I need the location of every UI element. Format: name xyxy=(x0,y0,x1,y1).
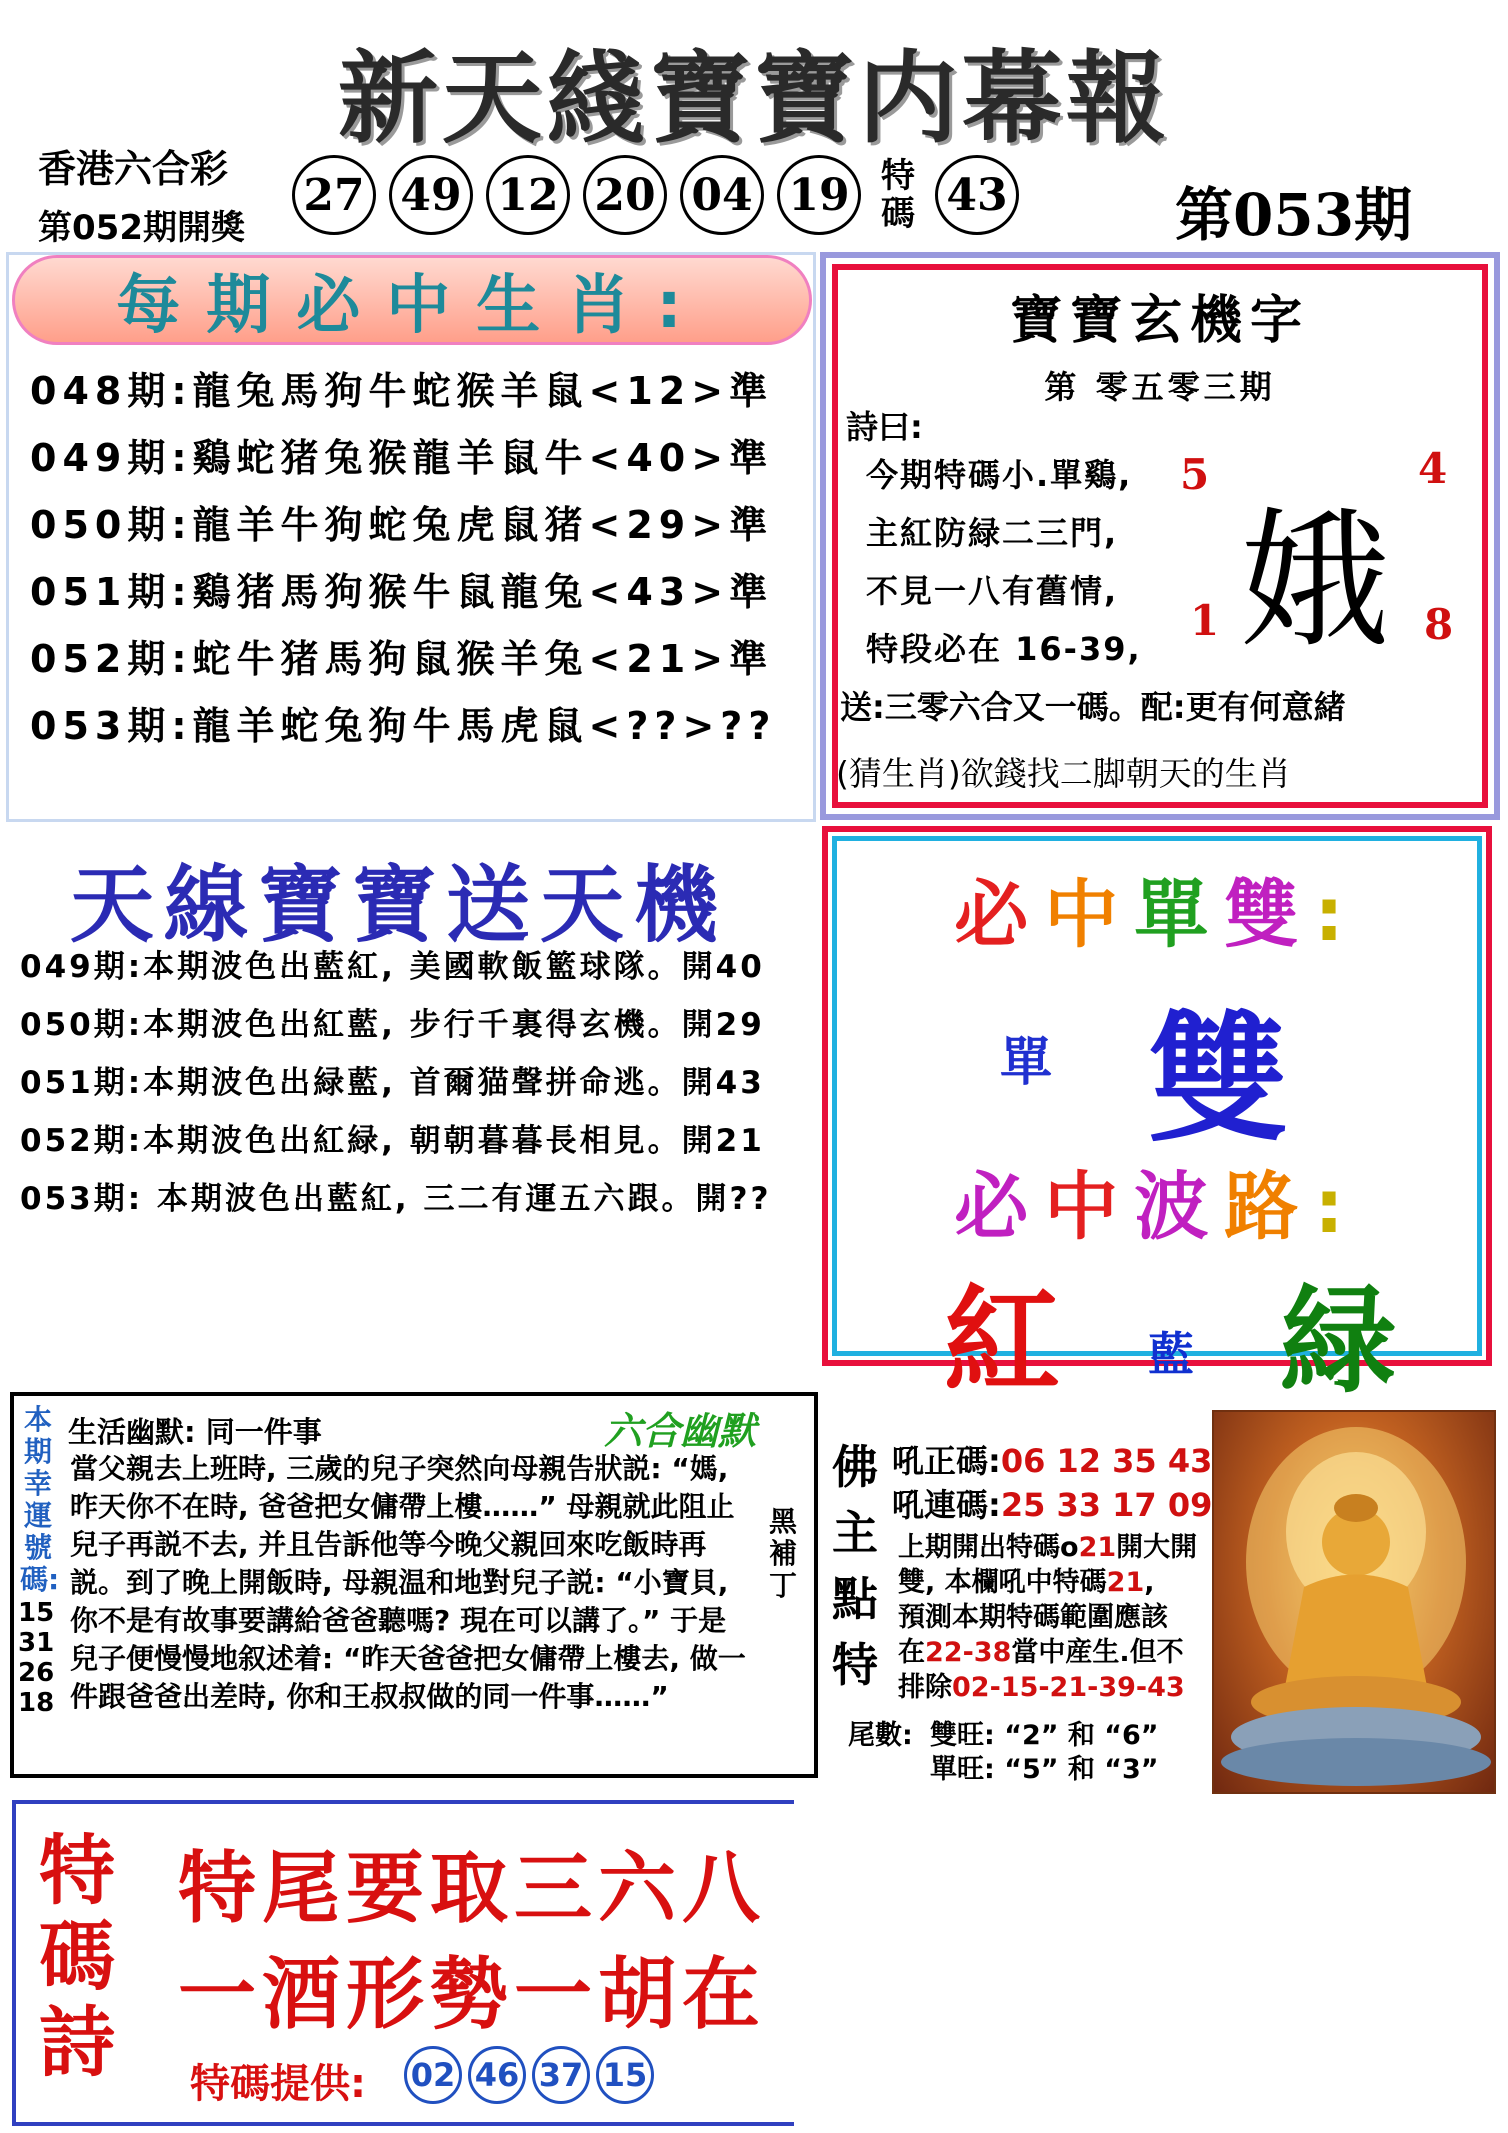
lucky-label: 本期幸運號碼: xyxy=(20,1403,60,1596)
provide-ball: 46 xyxy=(468,2046,526,2104)
poem-line: 不見一八有舊情, xyxy=(866,572,1119,610)
result-ball: 19 xyxy=(777,155,861,235)
xuanji-poem xyxy=(866,446,1142,678)
result-ball: 04 xyxy=(680,155,764,235)
riddle-big-char: 娥 xyxy=(1240,495,1391,669)
note-number: 21 xyxy=(1106,1567,1145,1598)
tail-line: 雙旺: “2” 和 “6” xyxy=(930,1720,1159,1751)
zodiac-row: 053期:龍羊蛇兔狗牛馬虎鼠<??>?? xyxy=(30,704,777,748)
note-text: 上期開出特碼o xyxy=(898,1532,1079,1563)
poem-label: 詩曰: xyxy=(846,408,923,446)
corner-number: 5 xyxy=(1180,450,1210,499)
tianji-row: 052期:本期波色出紅緑, 朝朝暮暮長相見。開21 xyxy=(20,1123,765,1159)
note-line xyxy=(898,1670,1197,1705)
lian-numbers: 25 33 17 09 xyxy=(1000,1486,1213,1524)
issue-number: 第053期 xyxy=(1175,181,1413,249)
zheng-numbers: 06 12 35 43 xyxy=(1000,1442,1213,1480)
provide-ball: 02 xyxy=(404,2046,462,2104)
wave-green: 緑 xyxy=(1280,1274,1396,1409)
note-number: 22-38 xyxy=(925,1637,1012,1668)
poem-line-1: 特尾要取三六八 xyxy=(178,1844,767,1934)
buddha-notes xyxy=(898,1530,1197,1705)
zodiac-row: 050期:龍羊牛狗蛇兔虎鼠猪<29>準 xyxy=(30,503,774,547)
provide-ball: 15 xyxy=(596,2046,654,2104)
title-char: 中 xyxy=(1044,872,1135,958)
title-char: : xyxy=(1314,1164,1360,1250)
lottery-name: 香港六合彩 xyxy=(38,147,229,191)
humor-body: 當父親去上班時, 三歲的兒子突然向母親告狀説: “媽, 昨天你不在時, 爸爸把女傭帶上樓……” 母親就此阻止兒子再説不去, 并且告訴他等今晚父親回來吃飯時再説。到了晚上開飯時, 母親温和地對兒子説: “小寶貝, 你不是有故事要講給爸爸聽嗎? 現在可以講了。” 于是兒子便慢慢地叙述着: “昨天爸爸把女傭帶上樓去, 做一件跟爸爸出差時, 你和王叔叔做的同一件事……” xyxy=(70,1452,746,1713)
title-char: 單 xyxy=(1134,872,1225,958)
zheng-line xyxy=(892,1436,1212,1482)
corner-number: 8 xyxy=(1424,600,1454,649)
double-label: 雙 xyxy=(1148,999,1289,1162)
tail-line: 單旺: “5” 和 “3” xyxy=(930,1754,1159,1785)
xuanji-subtitle: 第 零五零三期 xyxy=(1044,368,1276,406)
note-line: 預測本期特碼範圍應該 xyxy=(898,1602,1168,1633)
page-title: 新天綫寶寶内幕報 xyxy=(338,39,1170,157)
zodiac-heading: 每期必中生肖: xyxy=(12,255,812,345)
zodiac-row: 049期:鷄蛇猪兔猴龍羊鼠牛<40>準 xyxy=(30,436,774,480)
lian-label: 吼連碼: xyxy=(892,1486,1001,1524)
zodiac-row: 052期:蛇牛猪馬狗鼠猴羊兔<21>準 xyxy=(30,637,774,681)
special-ball: 43 xyxy=(935,155,1019,235)
corner-number: 4 xyxy=(1418,444,1448,493)
single-label: 單 xyxy=(1000,1033,1053,1093)
title-char: 中 xyxy=(1044,1164,1135,1250)
result-balls xyxy=(292,155,1019,235)
zheng-label: 吼正碼: xyxy=(892,1442,1001,1480)
zodiac-row: 048期:龍兔馬狗牛蛇猴羊鼠<12>準 xyxy=(30,369,774,413)
note-line xyxy=(898,1530,1197,1565)
note-text: 雙, 本欄吼中特碼 xyxy=(898,1567,1107,1598)
lucky-numbers: 15 31 26 18 xyxy=(18,1598,55,1718)
buddha-column-title: 佛主點特 xyxy=(832,1440,878,1692)
wave-red: 紅 xyxy=(944,1274,1060,1409)
humor-logo: 六合幽默 xyxy=(604,1409,757,1453)
note-text: 排除 xyxy=(898,1672,952,1703)
provide-label: 特碼提供: xyxy=(190,2061,366,2107)
result-ball: 49 xyxy=(389,155,473,235)
humor-title: 生活幽默: 同一件事 xyxy=(68,1415,322,1449)
title-char: 路 xyxy=(1224,1164,1315,1250)
provide-ball: 37 xyxy=(532,2046,590,2104)
lian-line xyxy=(892,1480,1212,1526)
xuanji-song: 送:三零六合又一碼。配:更有何意緒 xyxy=(840,688,1346,726)
zodiac-row: 051期:鷄猪馬狗猴牛鼠龍兔<43>準 xyxy=(30,570,774,614)
note-line xyxy=(898,1565,1197,1600)
wave-title xyxy=(832,1148,1482,1254)
xuanji-riddle: (猜生肖)欲錢找二脚朝天的生肖 xyxy=(836,754,1291,793)
buddha-image xyxy=(1212,1410,1496,1794)
note-number: 21 xyxy=(1078,1532,1117,1563)
title-char: : xyxy=(1314,872,1360,958)
tianji-row: 053期: 本期波色出藍紅, 三二有運五六跟。開?? xyxy=(20,1181,772,1217)
tianji-list xyxy=(20,938,771,1228)
title-char: 波 xyxy=(1134,1164,1225,1250)
provide-balls xyxy=(404,2046,654,2104)
note-text: 在 xyxy=(898,1637,925,1668)
draw-label: 第052期開獎 xyxy=(38,208,245,248)
tianji-row: 051期:本期波色出緑藍, 首爾猫聲拼命逃。開43 xyxy=(20,1065,765,1101)
title-char: 必 xyxy=(954,872,1045,958)
tianji-row: 049期:本期波色出藍紅, 美國軟飯籃球隊。開40 xyxy=(20,949,765,985)
humor-author: 黑補丁 xyxy=(768,1505,797,1602)
tail-label: 尾數: xyxy=(848,1720,913,1751)
poem-line-2: 一酒形勢一胡在 xyxy=(178,1950,767,2040)
poem-line: 特段必在 16-39, xyxy=(866,630,1142,668)
poem-line: 主紅防緑二三門, xyxy=(866,514,1119,552)
poem-line: 今期特碼小.單鷄, xyxy=(866,456,1133,494)
tianji-row: 050期:本期波色出紅藍, 步行千裏得玄機。開29 xyxy=(20,1007,765,1043)
zodiac-list xyxy=(30,358,776,760)
buddha-icon xyxy=(1214,1412,1496,1794)
note-text: 開大開 xyxy=(1116,1532,1198,1563)
result-ball: 12 xyxy=(486,155,570,235)
special-label: 特碼 xyxy=(881,156,915,234)
odd-even-title xyxy=(832,856,1482,962)
poem-column-title: 特碼詩 xyxy=(39,1826,115,2087)
note-text: 當中産生.但不 xyxy=(1011,1637,1184,1668)
note-line xyxy=(898,1635,1197,1670)
wave-blue: 藍 xyxy=(1148,1327,1194,1381)
note-number: 02-15-21-39-43 xyxy=(952,1672,1185,1703)
tianji-title: 天線寶寶送天機 xyxy=(70,856,729,954)
title-char: 必 xyxy=(954,1164,1045,1250)
result-ball: 27 xyxy=(292,155,376,235)
xuanji-title: 寶寶玄機字 xyxy=(1009,290,1310,351)
note-text: , xyxy=(1144,1567,1155,1598)
result-ball: 20 xyxy=(583,155,667,235)
title-char: 雙 xyxy=(1224,872,1315,958)
corner-number: 1 xyxy=(1190,596,1220,645)
